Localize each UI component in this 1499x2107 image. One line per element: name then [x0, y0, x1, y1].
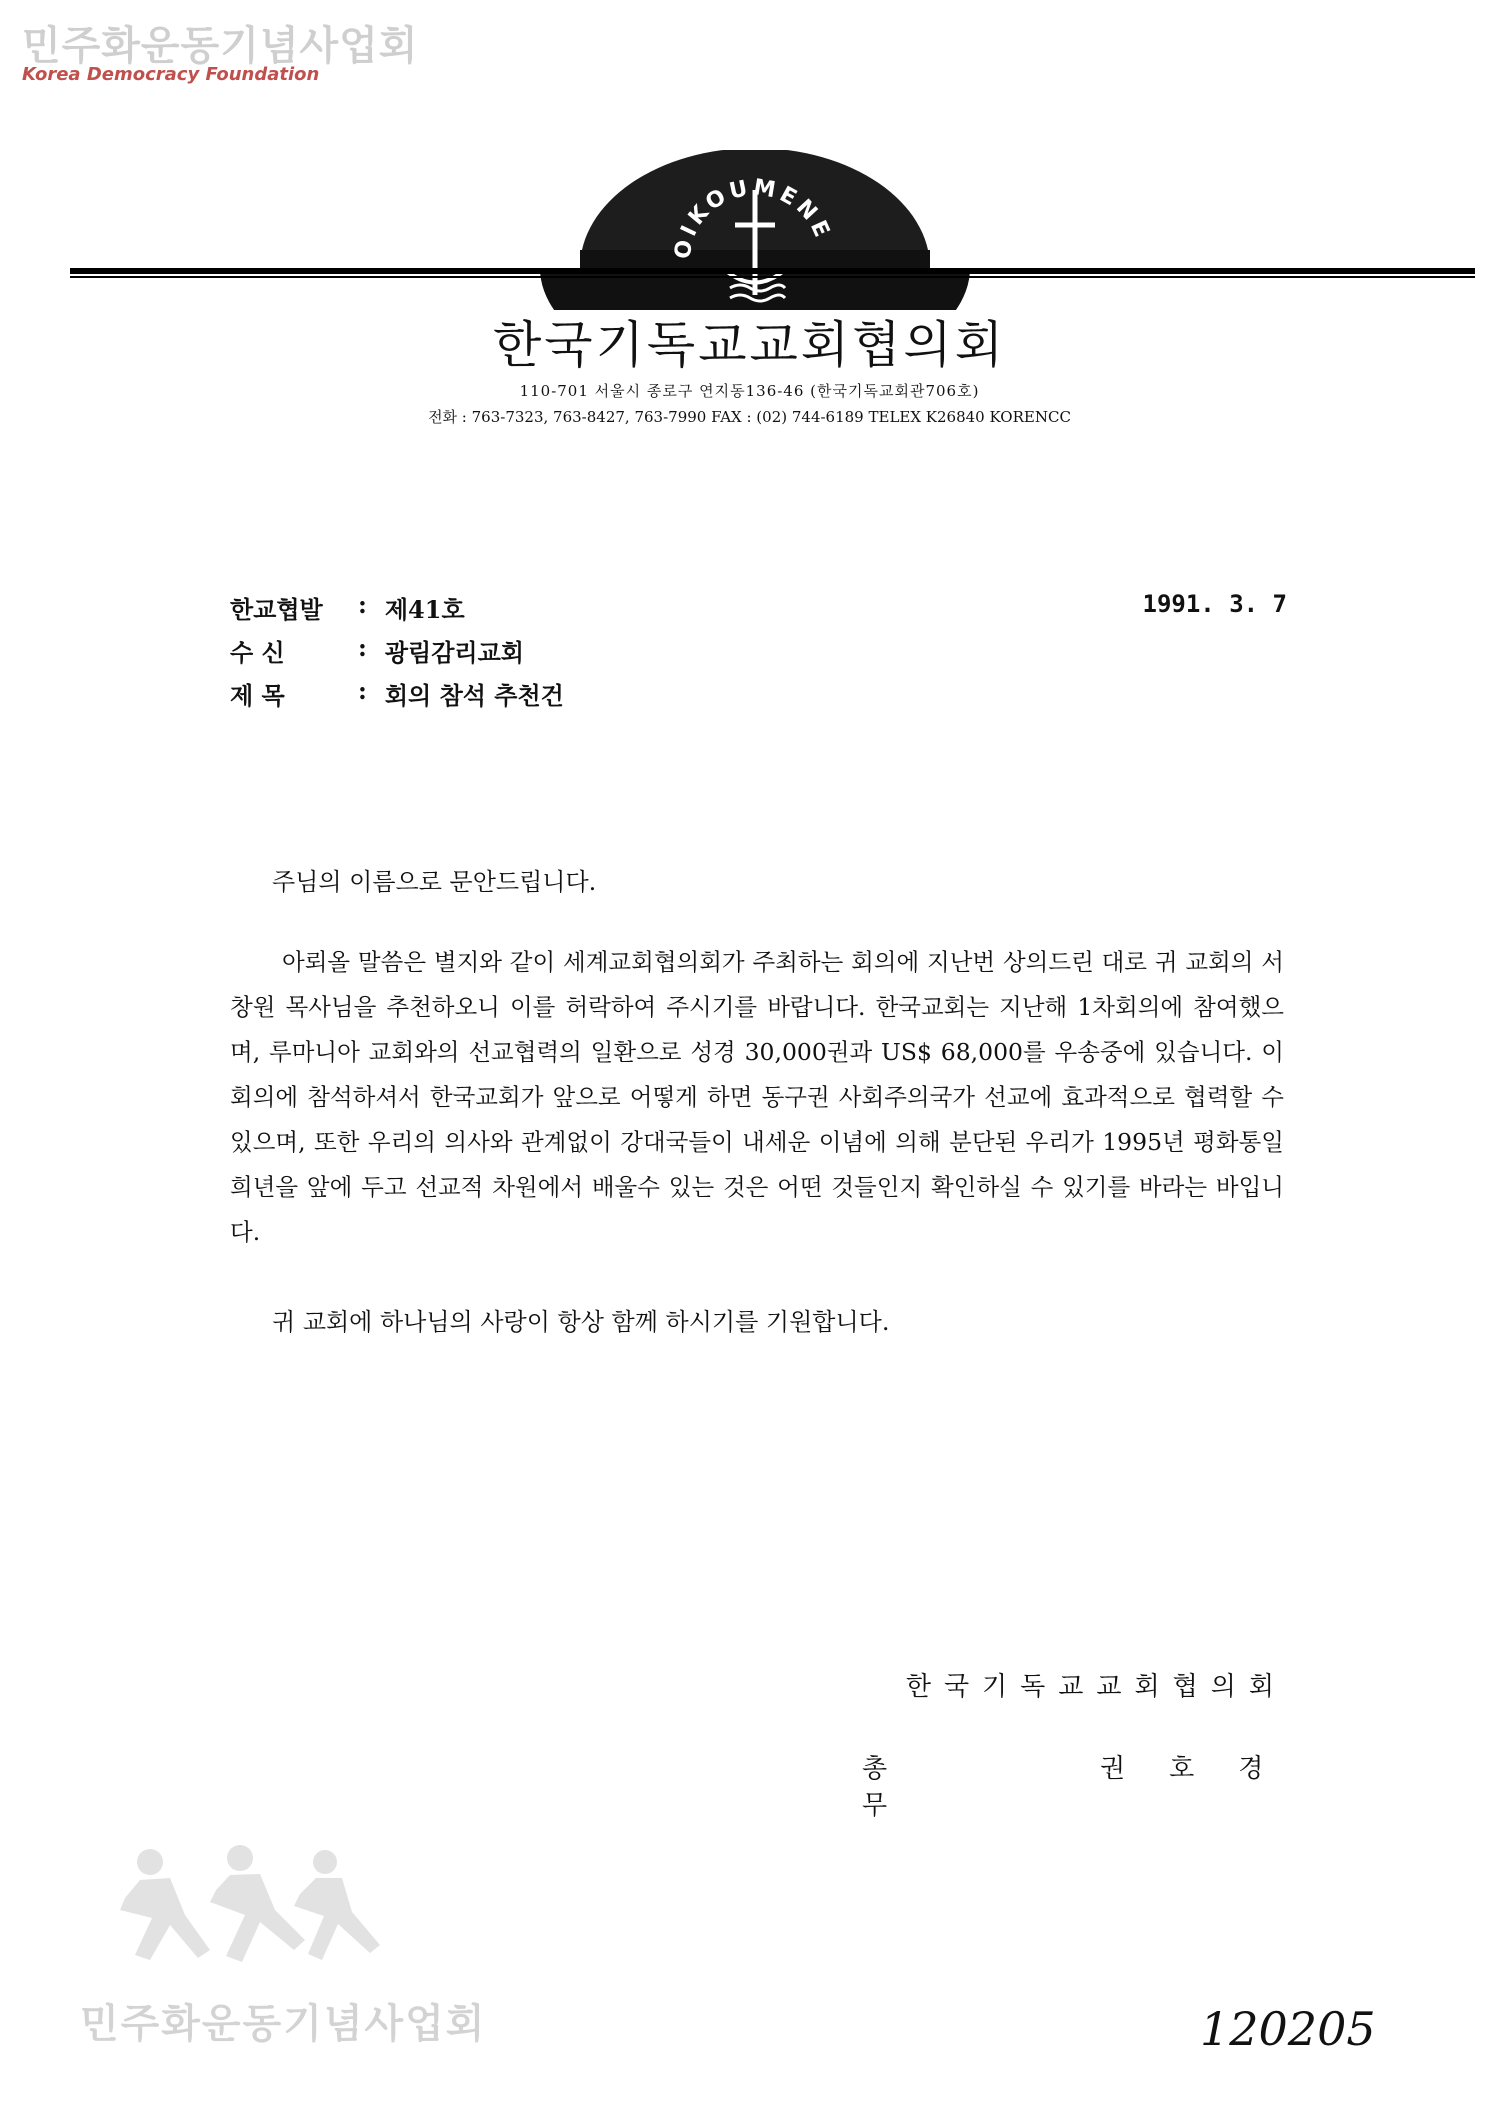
org-name-title: 한국기독교교회협의회	[493, 316, 1006, 374]
foundation-watermark-bottom: 민주화운동기념사업회	[80, 2001, 487, 2047]
signature-org: 한국기독교교회협의회	[905, 1672, 1287, 1702]
recipient-row	[230, 633, 524, 668]
org-contact: 전화 : 763-7323, 763-8427, 763-7990 FAX : (02) 744-6189 TELEX K26840 KORENCC	[428, 408, 1071, 426]
foundation-watermark-english: Korea Democracy Foundation	[22, 64, 320, 85]
greeting: 주님의 이름으로 문안드립니다.	[272, 868, 597, 896]
signature-person	[862, 1748, 1307, 1822]
letterhead-rule	[70, 268, 1475, 274]
recipient-label: 수 신	[230, 638, 285, 667]
body-paragraph: 아뢰올 말씀은 별지와 같이 세계교회협의회가 주최하는 회의에 지난번 상의드린 대로 귀 교회의 서창원 목사님을 추천하오니 이를 허락하여 주시기를 바랍니다. 한국교회는 지난해 1차회의에 참여했으며, 루마니아 교회와의 선교협력의 일환으로 성경 30,000권과 US$ 68,000를 우송중에 있습니다. 이 회의에 참석하셔서 한국교회가 앞으로 어떻게 하면 동구권 사회주의국가 선교에 효과적으로 협력할 수 있으며, 또한 우리의 의사와 관계없이 강대국들이 내세운 이념에 의해 분단된 우리가 1995년 평화통일 희년을 앞에 두고 선교적 차원에서 배울수 있는 것은 어떤 것들인지 확인하실 수 있기를 바라는 바입니다.	[230, 948, 1284, 1246]
signature-name: 권호경	[1100, 1754, 1308, 1784]
colon: :	[358, 590, 367, 619]
subject-label: 제 목	[230, 681, 285, 710]
ref-number-row	[230, 590, 465, 625]
recipient-value: 광림감리교회	[384, 638, 524, 667]
colon: :	[358, 633, 367, 662]
ref-value: 제41호	[384, 595, 465, 624]
runners-watermark-icon	[80, 1840, 400, 1980]
foundation-watermark-korean: 민주화운동기념사업회	[22, 23, 419, 69]
org-address: 110-701 서울시 종로구 연지동136-46 (한국기독교회관706호)	[519, 382, 980, 400]
letterhead-rule-thin	[70, 276, 1475, 278]
oikoumene-logo	[540, 150, 970, 310]
colon: :	[358, 676, 367, 705]
letter-date: 1991. 3. 7	[1142, 590, 1287, 618]
subject-value: 회의 참석 추천건	[384, 681, 564, 710]
handwritten-number: 120205	[1200, 2002, 1376, 2056]
logo-text: OIKOUMENE	[670, 175, 836, 261]
signature-title: 총무	[862, 1754, 948, 1821]
subject-row	[230, 676, 564, 711]
closing-line: 귀 교회에 하나님의 사랑이 항상 함께 하시기를 기원합니다.	[272, 1308, 890, 1336]
ref-label: 한교협발	[230, 595, 323, 624]
